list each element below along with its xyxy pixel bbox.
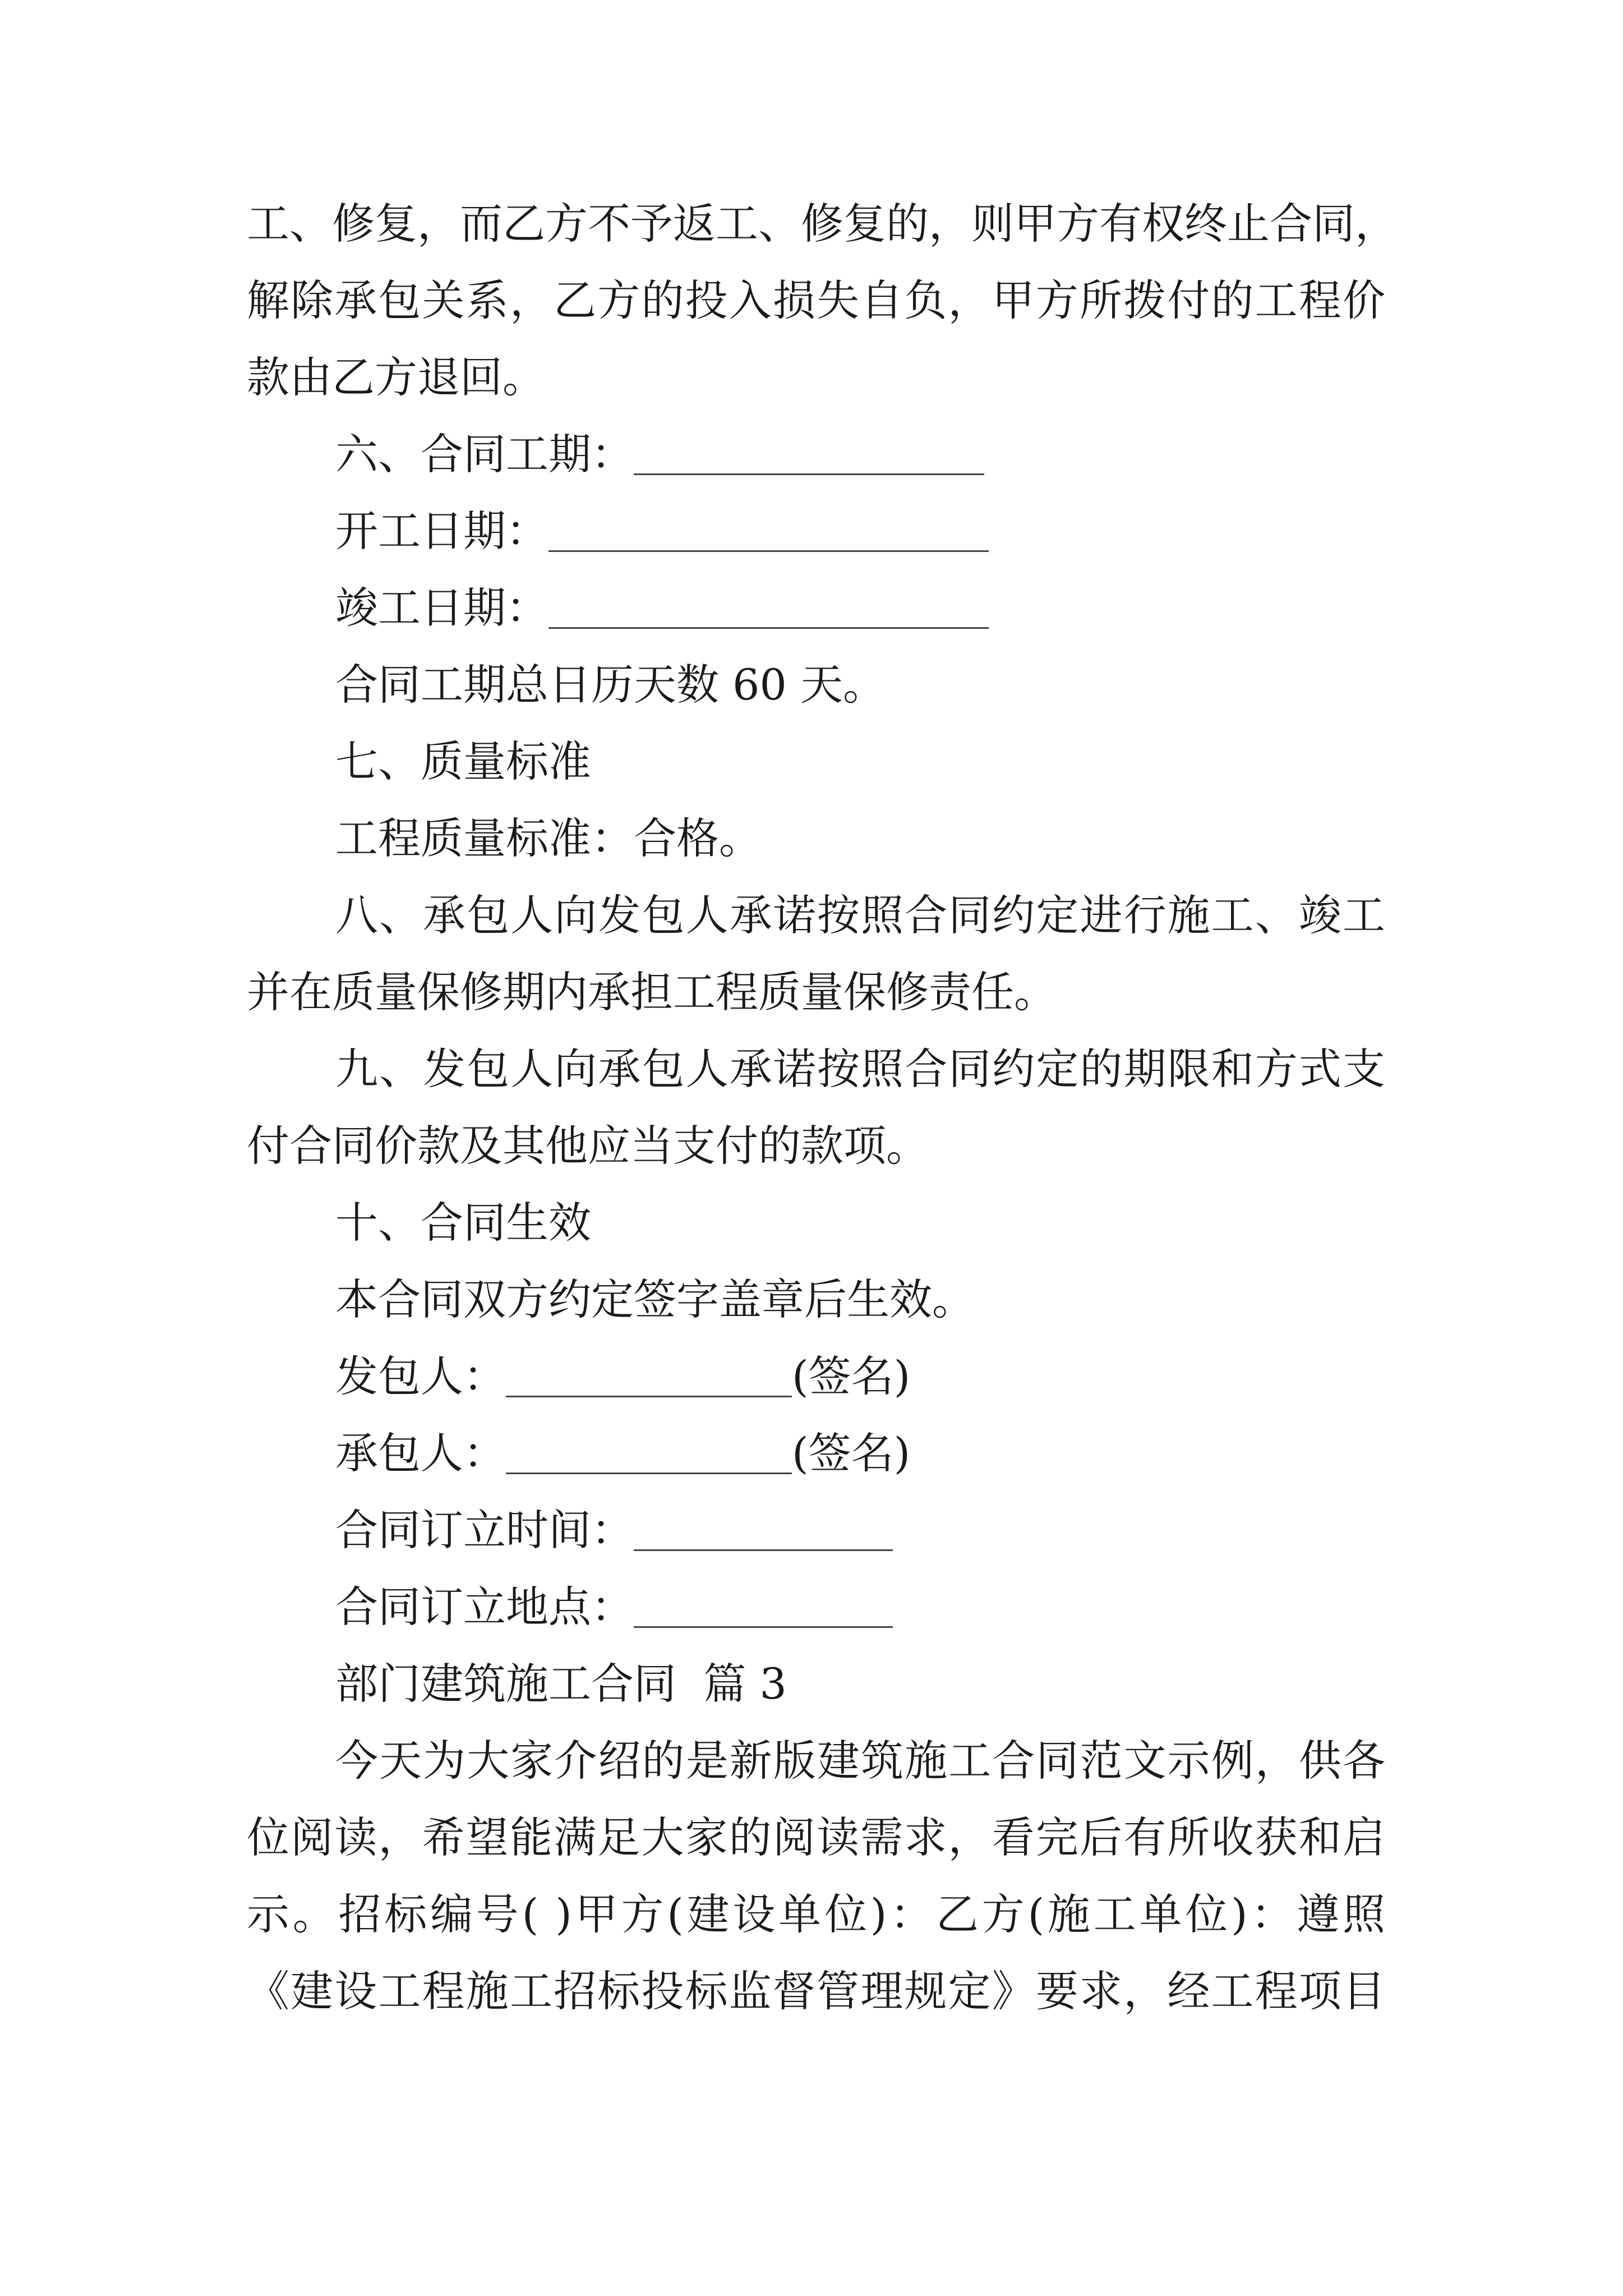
start-date-label: 开工日期： bbox=[335, 506, 548, 556]
contractor-label: 承包人： bbox=[335, 1428, 506, 1478]
start-date-line bbox=[247, 493, 1385, 569]
section-6-heading: 六、合同工期： bbox=[335, 429, 634, 479]
employer-sign-suffix: (签名) bbox=[792, 1351, 911, 1401]
end-date-line bbox=[247, 569, 1385, 646]
section-10-body: 本合同双方约定签字盖章后生效。 bbox=[335, 1274, 975, 1324]
section-9-line: 付合同价款及其他应当支付的款项。 bbox=[247, 1121, 929, 1171]
contractor-signature-blank[interactable] bbox=[506, 1432, 792, 1474]
quality-standard-text: 工程质量标准：合格。 bbox=[335, 813, 762, 863]
sign-place-line bbox=[247, 1568, 1385, 1645]
paragraph-line: 款由乙方退回。 bbox=[247, 352, 545, 402]
document-page bbox=[247, 185, 1398, 2148]
section-8-line: 八、承包人向发包人承诺按照合同约定进行施工、竣工 bbox=[335, 890, 1385, 940]
sign-time-blank[interactable] bbox=[634, 1509, 893, 1551]
intro-line: 位阅读，希望能满足大家的阅读需求，看完后有所收获和启 bbox=[247, 1812, 1385, 1862]
intro-line: 《建设工程施工招标投标监督管理规定》要求，经工程项目 bbox=[247, 1966, 1385, 2016]
sign-place-blank[interactable] bbox=[634, 1586, 893, 1628]
contract-period-line bbox=[247, 416, 1385, 493]
employer-label: 发包人： bbox=[335, 1351, 506, 1401]
sign-place-label: 合同订立地点： bbox=[335, 1582, 634, 1632]
sign-time-line bbox=[247, 1492, 1385, 1568]
sign-time-label: 合同订立时间： bbox=[335, 1505, 634, 1555]
end-date-blank[interactable] bbox=[548, 587, 989, 629]
total-days-text: 合同工期总日历天数 60 天。 bbox=[335, 660, 886, 710]
end-date-label: 竣工日期： bbox=[335, 583, 548, 633]
section-7-heading: 七、质量标准 bbox=[335, 737, 591, 786]
contractor-sign-suffix: (签名) bbox=[792, 1428, 911, 1478]
section-10-heading: 十、合同生效 bbox=[335, 1198, 591, 1248]
employer-signature-blank[interactable] bbox=[506, 1355, 792, 1397]
paragraph-line: 工、修复，而乙方不予返工、修复的，则甲方有权终止合同， bbox=[247, 199, 1398, 249]
contractor-signature-line bbox=[247, 1415, 1385, 1492]
employer-signature-line bbox=[247, 1338, 1385, 1415]
intro-line: 今天为大家介绍的是新版建筑施工合同范文示例，供各 bbox=[335, 1736, 1385, 1786]
start-date-blank[interactable] bbox=[548, 510, 989, 552]
section-9-line: 九、发包人向承包人承诺按照合同约定的期限和方式支 bbox=[335, 1044, 1385, 1094]
section-8-line: 并在质量保修期内承担工程质量保修责任。 bbox=[247, 967, 1057, 1017]
section-3-title: 部门建筑施工合同 篇 3 bbox=[335, 1659, 787, 1709]
contract-period-blank[interactable] bbox=[634, 433, 984, 475]
intro-line: 示。招标编号( )甲方(建设单位)：乙方(施工单位)：遵照 bbox=[247, 1889, 1385, 1939]
paragraph-line: 解除承包关系，乙方的投入损失自负，甲方所拨付的工程价 bbox=[247, 275, 1385, 325]
